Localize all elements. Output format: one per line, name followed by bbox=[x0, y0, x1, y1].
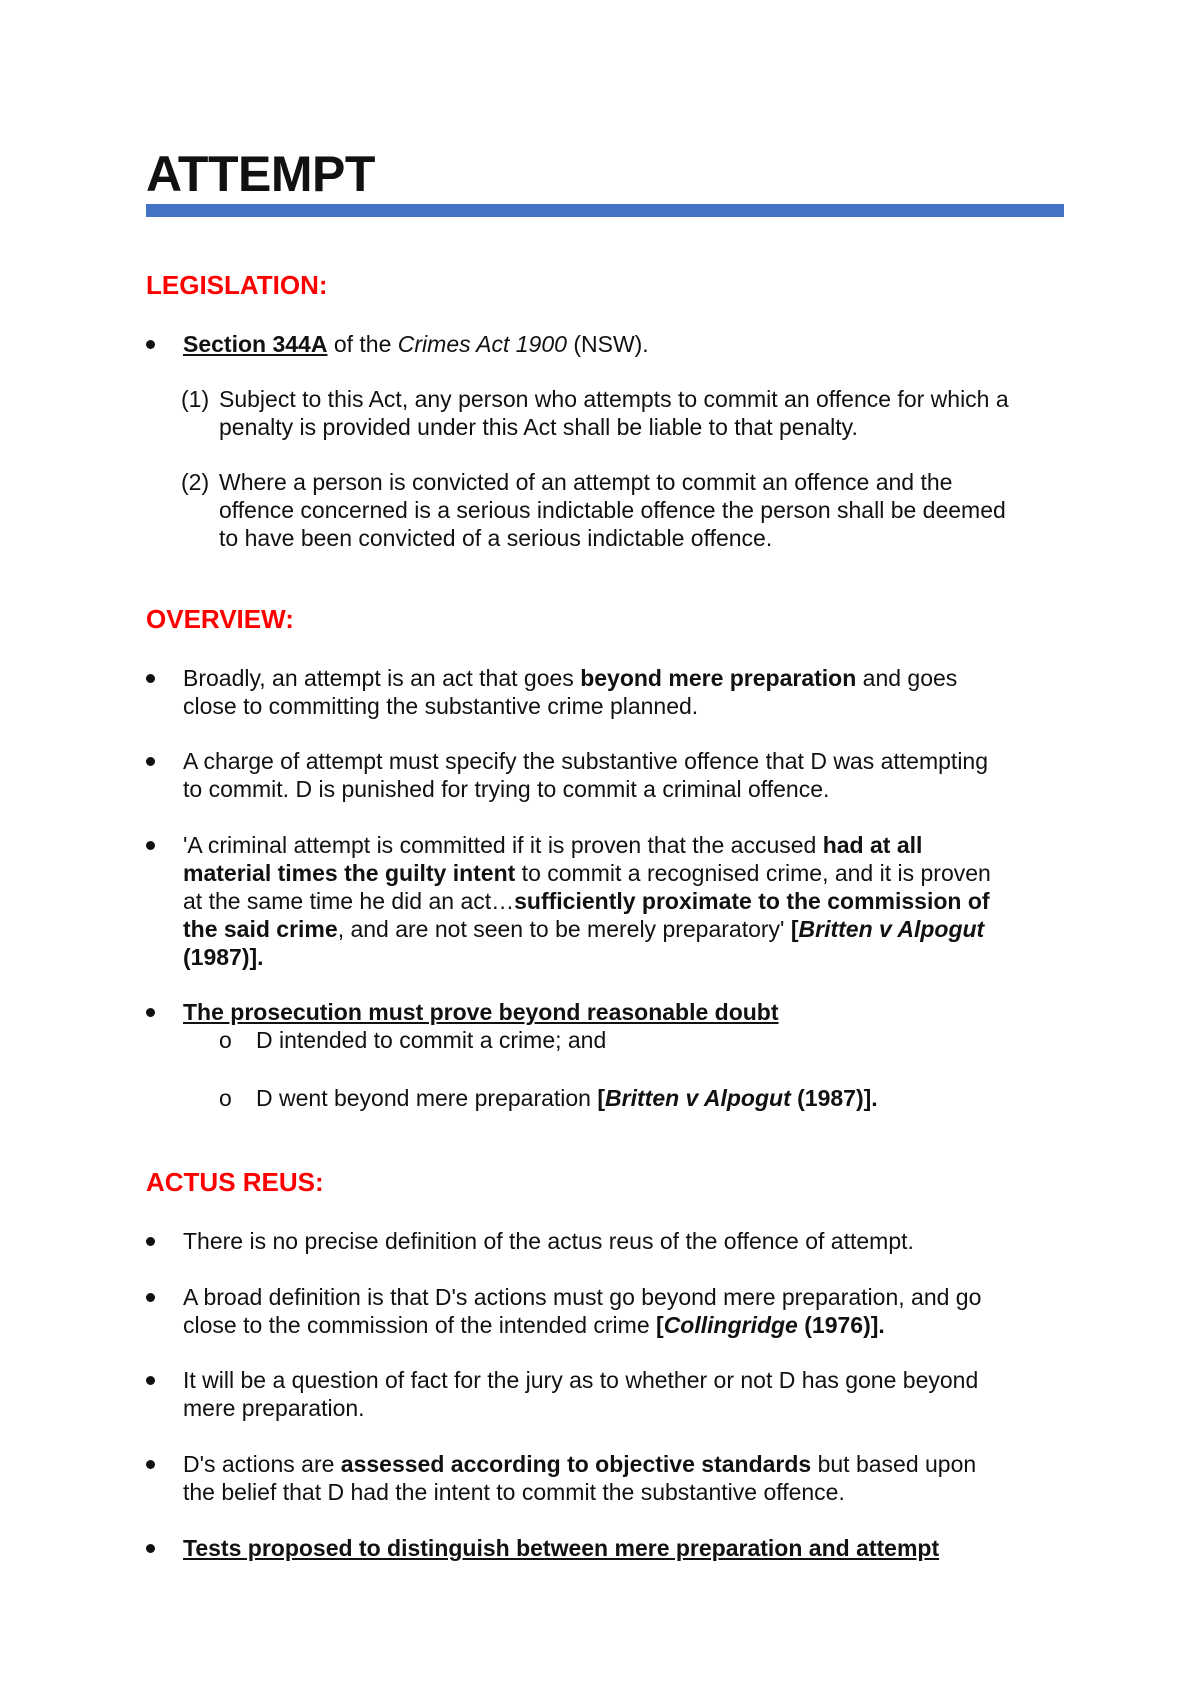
case-citation: Britten v Alpogut bbox=[605, 1085, 791, 1111]
case-citation: Britten v Alpogut bbox=[798, 916, 985, 942]
document-page: ATTEMPT LEGISLATION: Section 344A of the Crimes Act 1900 (NSW). (1) Subject to this Act, any person who attempts to commit an offence for which a penalty is provided under this Act shall be liable to that penalty. (2) Where a person is convicted of an attempt to commit an offence and the offence concerned is a serious indictable offence the person shall be deemed to have been convicted of a serious indictable offence. OVERVIEW: Broadly, an attempt is an act that goes beyond mere preparation and goes close to committing the substantive crime planned. A charge of attempt must specify the substantive offence that D was attempting to commit. D is punished for trying to commit a criminal offence. 'A criminal attempt is committed if it is proven that the accused had at all material times the guilty intent to commit a recognised crime, and it is proven at the same time he did an act…sufficiently proximate to the commission of the said crime, and are not seen to be merely preparatory' [Britten v Alpogut (1987)]. The prosecution must prove beyond reasonable doubt o D intended to commit a crime; and o D went beyond mere preparation [Britten v Alpogut (1987)]. ACTUS REUS: There is no precise definition of the actus reus of the offence of attempt. A broad definition is that D's actions must go beyond mere preparation, and go close to the commission of the intended crime [Collingridge (1976)]. It will be a question of fact for the jury as to whether or not D has gone beyond mere preparation. D's actions are assessed according to objective standards but based upon the belief that D had the intent to commit the substantive offence. Tests proposed to distinguish between mere preparation and attempt bbox=[0, 0, 1200, 1698]
bullet-icon bbox=[146, 1008, 155, 1017]
bullet-icon bbox=[146, 1376, 155, 1385]
bullet-icon bbox=[146, 340, 155, 349]
bullet-icon bbox=[146, 1237, 155, 1246]
bullet-icon bbox=[146, 757, 155, 766]
bullet-icon bbox=[146, 674, 155, 683]
legislation-heading: LEGISLATION: bbox=[146, 270, 328, 300]
bullet-icon bbox=[146, 1460, 155, 1469]
overview-heading: OVERVIEW: bbox=[146, 604, 294, 634]
circle-marker-icon: o bbox=[219, 1085, 232, 1111]
subsection-number: (1) bbox=[181, 386, 210, 412]
bullet-icon bbox=[146, 1544, 155, 1553]
section-ref: Section 344A bbox=[183, 331, 328, 357]
case-citation: Collingridge bbox=[663, 1312, 798, 1338]
bullet-icon bbox=[146, 841, 155, 850]
title-underline-rule bbox=[146, 204, 1064, 217]
bullet-icon bbox=[146, 1293, 155, 1302]
subsection-number: (2) bbox=[181, 469, 210, 495]
actus-reus-heading: ACTUS REUS: bbox=[146, 1167, 324, 1197]
circle-marker-icon: o bbox=[219, 1027, 232, 1053]
act-name: Crimes Act 1900 bbox=[397, 331, 567, 357]
page-title: ATTEMPT bbox=[146, 146, 375, 202]
